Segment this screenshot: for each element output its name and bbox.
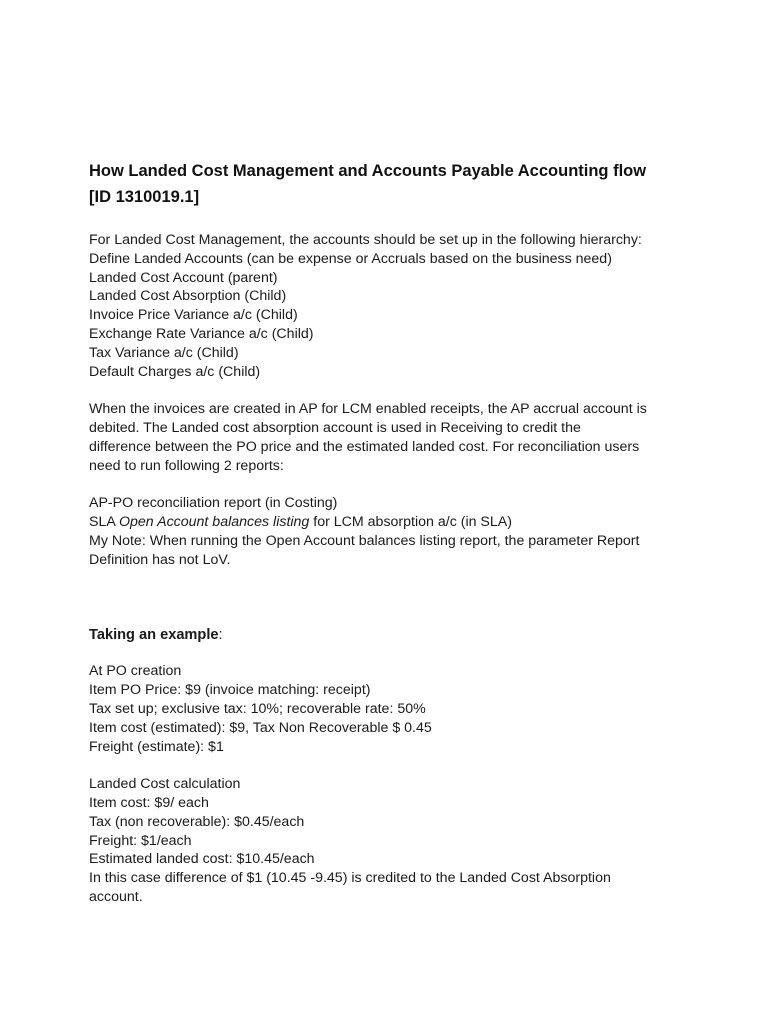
example-heading-colon: : (218, 627, 223, 644)
spacer (89, 645, 689, 662)
calculation-item: Freight: $1/each (89, 832, 192, 849)
hierarchy-section (89, 231, 689, 381)
calculation-conclusion: account. (89, 888, 143, 905)
po-creation-item: Item cost (estimated): $9, Tax Non Recoverable $ 0.45 (89, 719, 432, 736)
calculation-section (89, 775, 689, 907)
report-sla-suffix: for LCM absorption a/c (in SLA) (309, 513, 512, 530)
spacer (89, 756, 689, 775)
po-creation-item: Item PO Price: $9 (invoice matching: receipt) (89, 682, 371, 699)
title-line-1: How Landed Cost Management and Accounts Payable Accounting flow (89, 162, 647, 180)
report-ap-po: AP-PO reconciliation report (in Costing) (89, 495, 338, 512)
calculation-item: Estimated landed cost: $10.45/each (89, 851, 315, 868)
reports-section (89, 494, 689, 569)
example-heading (89, 625, 689, 645)
paragraph-line: When the invoices are created in AP for LCM enabled receipts, the AP accrual account is (89, 401, 647, 418)
po-creation-heading: At PO creation (89, 663, 182, 680)
document-title (89, 158, 689, 210)
accrual-paragraph (89, 400, 689, 475)
hierarchy-item: Invoice Price Variance a/c (Child) (89, 307, 298, 324)
report-sla (89, 513, 689, 532)
report-sla-prefix: SLA (89, 513, 119, 530)
po-creation-item: Tax set up; exclusive tax: 10%; recoverable rate: 50% (89, 700, 426, 717)
calculation-item: Item cost: $9/ each (89, 794, 209, 811)
example-heading-text: Taking an example (89, 627, 219, 644)
hierarchy-item: Default Charges a/c (Child) (89, 363, 261, 380)
hierarchy-intro: For Landed Cost Management, the accounts should be set up in the following hierarchy: (89, 232, 642, 248)
hierarchy-item: Landed Cost Account (parent) (89, 269, 278, 286)
calculation-conclusion: In this case difference of $1 (10.45 -9.45) is credited to the Landed Cost Absorption (89, 870, 611, 887)
calculation-heading: Landed Cost calculation (89, 776, 241, 793)
paragraph-line: difference between the PO price and the estimated landed cost. For reconciliation users (89, 438, 640, 455)
document-page (89, 158, 689, 907)
paragraph-line: debited. The Landed cost absorption account is used in Receiving to credit the (89, 419, 581, 436)
spacer (89, 475, 689, 494)
calculation-item: Tax (non recoverable): $0.45/each (89, 813, 305, 830)
hierarchy-item: Landed Cost Absorption (Child) (89, 288, 287, 305)
title-line-2: [ID 1310019.1] (89, 188, 200, 206)
note-line-2: Definition has not LoV. (89, 551, 231, 568)
report-sla-name: Open Account balances listing (118, 513, 310, 530)
po-creation-item: Freight (estimate): $1 (89, 738, 224, 755)
po-creation-section (89, 662, 689, 756)
hierarchy-item: Exchange Rate Variance a/c (Child) (89, 325, 314, 342)
hierarchy-item: Define Landed Accounts (can be expense or Accruals based on the business need) (89, 250, 612, 267)
hierarchy-item: Tax Variance a/c (Child) (89, 344, 239, 361)
spacer (89, 569, 689, 625)
spacer (89, 381, 689, 400)
paragraph-line: need to run following 2 reports: (89, 457, 284, 474)
note-line-1: My Note: When running the Open Account balances listing report, the parameter Report (89, 532, 640, 549)
